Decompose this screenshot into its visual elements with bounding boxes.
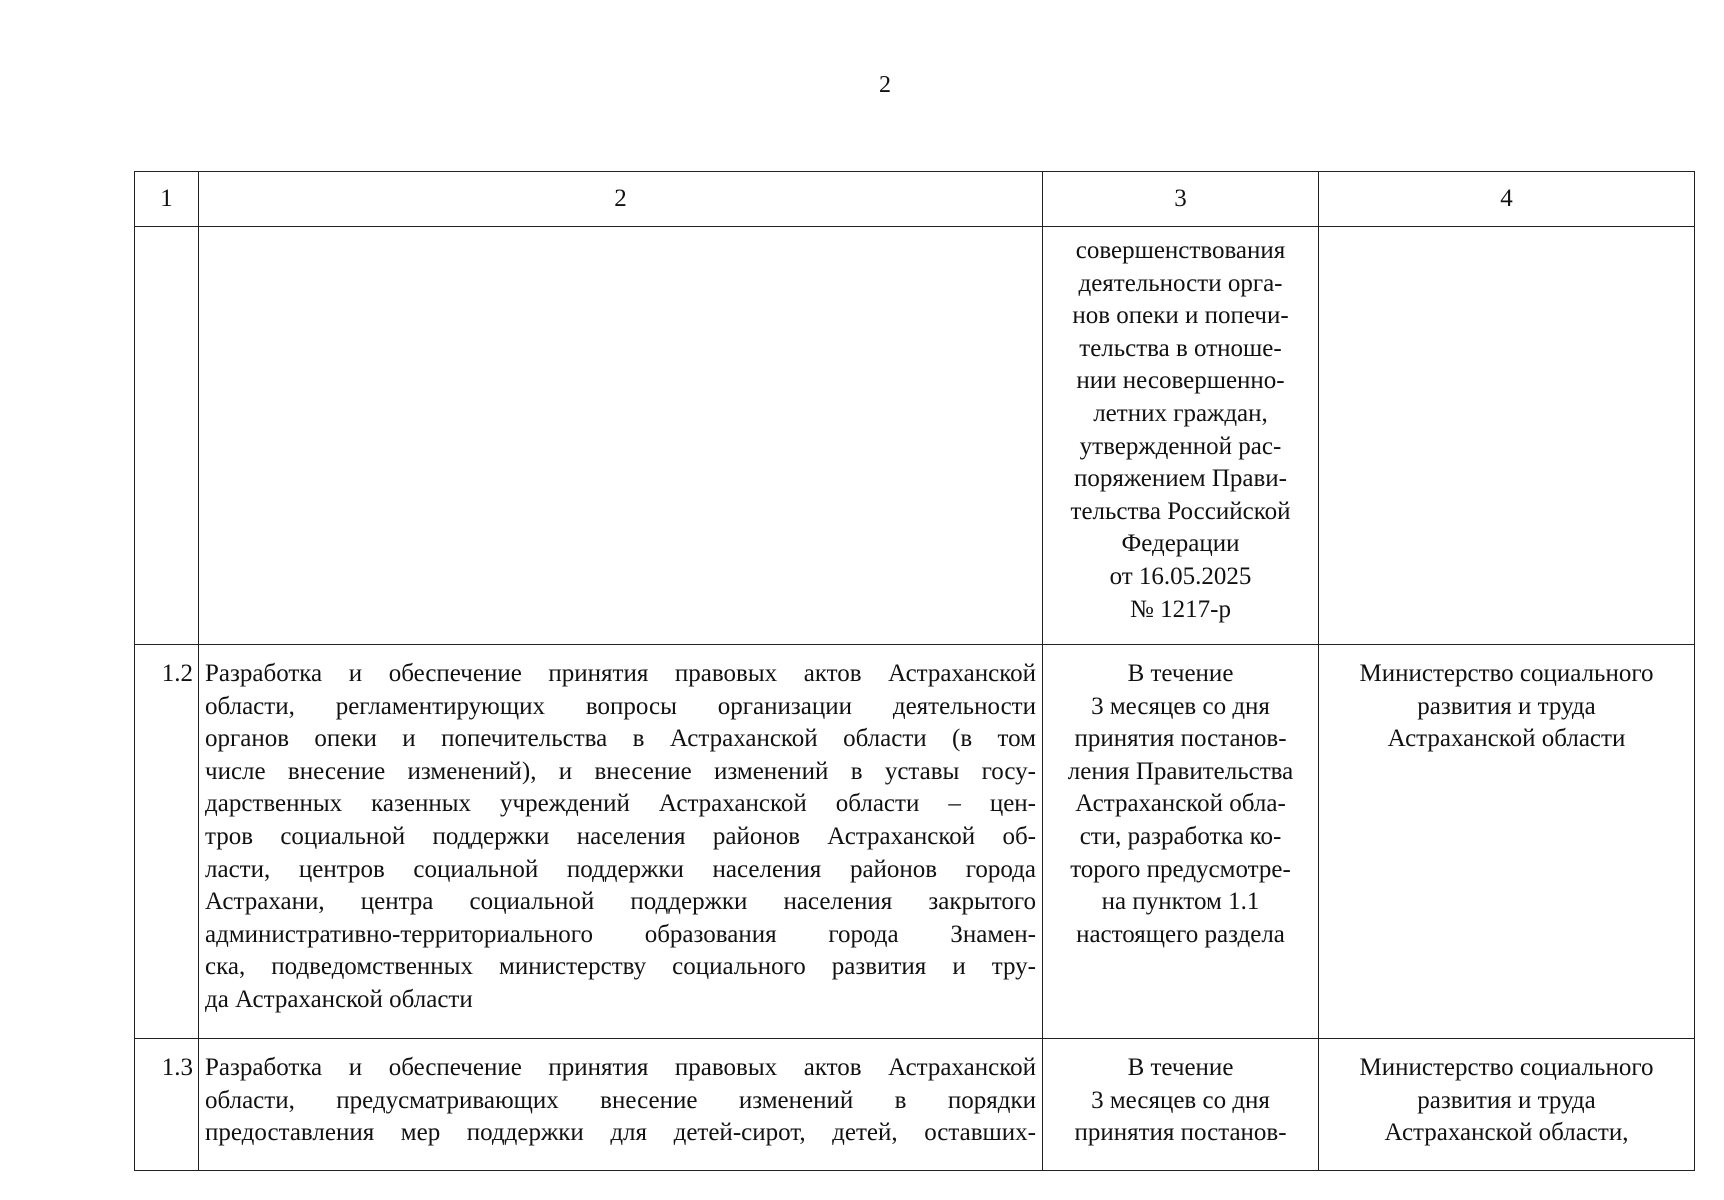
plan-table — [134, 171, 1695, 1171]
resp-line: развития и труда — [1417, 1086, 1596, 1114]
term-line: принятия постанов- — [1074, 1119, 1287, 1147]
term-line: 3 месяцев со дня — [1091, 1086, 1270, 1114]
term-line: деятельности орга- — [1078, 269, 1283, 297]
term-line: настоящего раздела — [1076, 920, 1285, 948]
header-col-3: 3 — [1043, 172, 1319, 227]
term-line: нов опеки и попечи- — [1072, 302, 1289, 330]
continuation-row — [135, 227, 1695, 645]
text-line: дарственных казенных учреждений Астраханской области – цен- — [205, 790, 1036, 818]
header-col-2: 2 — [199, 172, 1043, 227]
table-row-1-3 — [135, 1039, 1695, 1171]
resp-line: развития и труда — [1417, 692, 1596, 720]
text-line: области, предусматривающих внесение изменений в порядки — [205, 1086, 1036, 1114]
term-line: совершенствования — [1075, 237, 1286, 264]
text-line: да Астраханской области — [205, 985, 473, 1013]
header-col-4: 4 — [1319, 172, 1695, 227]
term-line: В течение — [1127, 660, 1234, 687]
row-number: 1.2 — [135, 645, 199, 1039]
deadline-text — [1043, 1039, 1319, 1171]
continuation-num — [135, 227, 199, 645]
continuation-responsible — [1319, 227, 1695, 645]
term-line: Астраханской обла- — [1075, 790, 1286, 818]
header-row — [135, 172, 1695, 227]
measure-text — [199, 645, 1043, 1039]
responsible-text — [1319, 645, 1695, 1039]
term-line: тельства Российской — [1070, 497, 1291, 525]
text-line: органов опеки и попечительства в Астраханской области (в том — [205, 725, 1036, 753]
resp-line: Министерство социального — [1359, 660, 1654, 687]
resp-line: Астраханской области — [1387, 725, 1626, 753]
text-line: Разработка и обеспечение принятия правовых актов Астраханской — [205, 1054, 1036, 1081]
row-number: 1.3 — [135, 1039, 199, 1171]
text-line: ласти, центров социальной поддержки населения районов города — [205, 855, 1036, 883]
continuation-text — [199, 227, 1043, 645]
responsible-text — [1319, 1039, 1695, 1171]
term-line: летних граждан, — [1093, 399, 1268, 427]
term-line: нии несовершенно- — [1076, 367, 1285, 395]
term-line: принятия постанов- — [1074, 725, 1287, 753]
text-line: Астрахани, центра социальной поддержки населения закрытого — [205, 888, 1036, 916]
text-line: ска, подведомственных министерству социального развития и тру- — [205, 953, 1036, 981]
term-line: Федерации — [1121, 530, 1240, 558]
term-line: на пунктом 1.1 — [1101, 888, 1260, 916]
text-line: Разработка и обеспечение принятия правовых актов Астраханской — [205, 660, 1036, 687]
term-line: торого предусмотре- — [1070, 855, 1291, 883]
text-line: тров социальной поддержки населения районов Астраханской об- — [205, 822, 1036, 850]
deadline-text — [1043, 645, 1319, 1039]
text-line: числе внесение изменений), и внесение изменений в уставы госу- — [205, 757, 1036, 785]
measure-text — [199, 1039, 1043, 1171]
term-line: № 1217-р — [1130, 595, 1231, 623]
term-line: В течение — [1127, 1054, 1234, 1081]
header-col-1: 1 — [135, 172, 199, 227]
table-row-1-2 — [135, 645, 1695, 1039]
term-line: ления Правительства — [1067, 757, 1294, 785]
text-line: области, регламентирующих вопросы организации деятельности — [205, 692, 1036, 720]
resp-line: Министерство социального — [1359, 1054, 1654, 1081]
term-line: 3 месяцев со дня — [1091, 692, 1270, 720]
page-number: 2 — [879, 72, 891, 98]
text-line: административно-территориального образования города Знамен- — [205, 920, 1036, 948]
term-line: сти, разработка ко- — [1079, 822, 1282, 850]
resp-line: Астраханской области, — [1384, 1119, 1629, 1147]
term-line: утвержденной рас- — [1079, 432, 1282, 460]
continuation-term — [1043, 227, 1319, 645]
text-line: предоставления мер поддержки для детей-сирот, детей, оставших- — [205, 1119, 1036, 1147]
term-line: тельства в отноше- — [1079, 334, 1282, 362]
term-line: от 16.05.2025 — [1109, 562, 1252, 590]
term-line: поряжением Прави- — [1073, 465, 1287, 493]
